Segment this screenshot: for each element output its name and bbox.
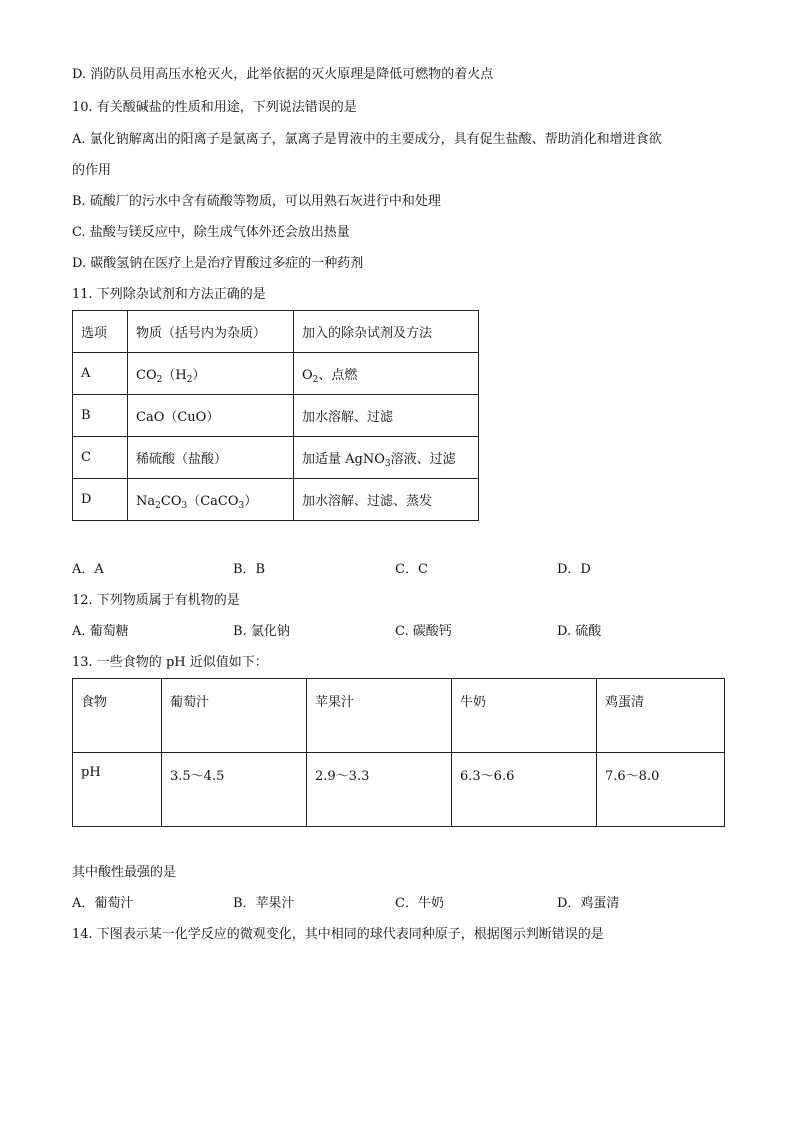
q10-option-a: A. 氯化钠解离出的阳离子是氯离子，氯离子是胃液中的主要成分，具有促生盐酸、帮助消化和增进食欲	[72, 132, 662, 147]
option-a[interactable]: A．A	[72, 562, 104, 577]
q13-question: 其中酸性最强的是	[72, 865, 177, 880]
q9-option-d: D. 消防队员用高压水枪灭火，此举依据的灭火原理是降低可燃物的着火点	[72, 67, 494, 82]
q12-options	[72, 623, 732, 641]
table-row	[73, 437, 479, 479]
option-d[interactable]: D. 硫酸	[557, 624, 602, 639]
q13-stem: 13. 一些食物的 pH 近似值如下：	[72, 655, 268, 670]
option-a[interactable]: A．葡萄汁	[72, 896, 134, 911]
header-cell: 食物	[73, 679, 162, 753]
q10-option-a-cont: 的作用	[72, 163, 112, 178]
q12-stem: 12. 下列物质属于有机物的是	[72, 593, 240, 608]
q14-stem: 14. 下图表示某一化学反应的微观变化，其中相同的球代表同种原子，根据图示判断错误的是	[72, 927, 604, 942]
method-cell: 加水溶解、过滤	[294, 395, 479, 437]
q10-stem: 10. 有关酸碱盐的性质和用途，下列说法错误的是	[72, 100, 357, 115]
q13-ph-table	[72, 678, 725, 827]
header-cell: 加入的除杂试剂及方法	[294, 311, 479, 353]
ph-value-cell: 7.6～8.0	[597, 753, 725, 827]
header-cell: 鸡蛋清	[597, 679, 725, 753]
substance-cell: $CO_2(H_2)$	[128, 353, 294, 395]
ph-value-cell: 2.9～3.3	[307, 753, 452, 827]
option-c[interactable]: C．牛奶	[395, 896, 444, 911]
option-cell: D	[73, 479, 128, 521]
option-cell: B	[73, 395, 128, 437]
option-a[interactable]: A. 葡萄糖	[72, 624, 129, 639]
option-d[interactable]: D．鸡蛋清	[557, 896, 620, 911]
option-d[interactable]: D．D	[557, 562, 591, 577]
q10-option-c: C. 盐酸与镁反应中，除生成气体外还会放出热量	[72, 225, 350, 240]
substance-cell: 稀硫酸（盐酸）	[128, 437, 294, 479]
q11-table	[72, 310, 479, 521]
header-cell: 牛奶	[452, 679, 597, 753]
q11-options	[72, 561, 732, 579]
ph-value-cell: 6.3～6.6	[452, 753, 597, 827]
q11-stem: 11. 下列除杂试剂和方法正确的是	[72, 287, 266, 302]
table-row	[73, 395, 479, 437]
header-cell: 苹果汁	[307, 679, 452, 753]
option-b[interactable]: B．苹果汁	[233, 896, 295, 911]
method-cell: $O_2$、点燃	[294, 353, 479, 395]
table-header-row	[73, 311, 479, 353]
method-cell: 加水溶解、过滤、蒸发	[294, 479, 479, 521]
option-b[interactable]: B．B	[233, 562, 266, 577]
header-cell: 选项	[73, 311, 128, 353]
q13-options	[72, 895, 732, 913]
header-cell: 葡萄汁	[162, 679, 307, 753]
header-cell: 物质（括号内为杂质）	[128, 311, 294, 353]
option-b[interactable]: B. 氯化钠	[233, 624, 290, 639]
table-row	[73, 479, 479, 521]
table-row	[73, 353, 479, 395]
substance-cell: $Na_2CO_3(CaCO_3)$	[128, 479, 294, 521]
q10-option-d: D. 碳酸氢钠在医疗上是治疗胃酸过多症的一种药剂	[72, 256, 364, 271]
option-c[interactable]: C. 碳酸钙	[395, 624, 452, 639]
table-header-row	[73, 679, 725, 753]
ph-label-cell: pH	[73, 753, 162, 827]
option-c[interactable]: C．C	[395, 562, 428, 577]
q10-option-b: B. 硫酸厂的污水中含有硫酸等物质，可以用熟石灰进行中和处理	[72, 194, 441, 209]
substance-cell: CaO（CuO）	[128, 395, 294, 437]
method-cell: 加适量 AgNO$_3$溶液、过滤	[294, 437, 479, 479]
option-cell: A	[73, 353, 128, 395]
option-cell: C	[73, 437, 128, 479]
table-row	[73, 753, 725, 827]
ph-value-cell: 3.5～4.5	[162, 753, 307, 827]
